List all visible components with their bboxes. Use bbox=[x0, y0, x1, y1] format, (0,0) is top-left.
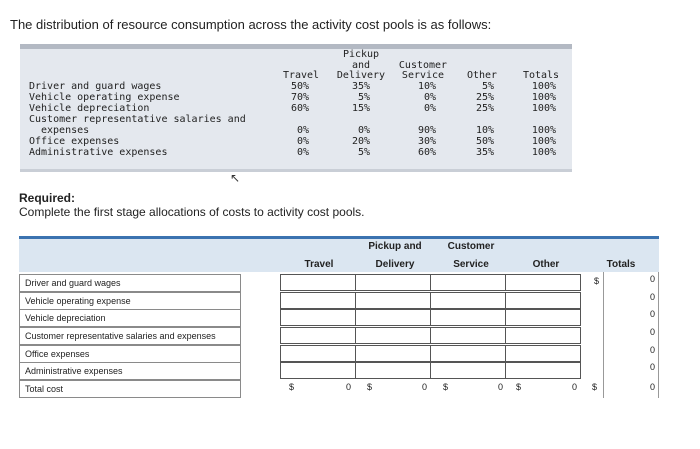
input-vehop-pickup[interactable] bbox=[355, 292, 431, 309]
row-total-value: 0 bbox=[649, 327, 655, 337]
total-pickup-value: 0 bbox=[421, 382, 427, 392]
required-label: Required: bbox=[19, 191, 76, 205]
cell-totals: 100% bbox=[531, 147, 556, 158]
cell-other: 50% bbox=[475, 136, 494, 147]
table-top-bar bbox=[20, 44, 572, 49]
cell-customer: 10% bbox=[417, 81, 436, 92]
input-admin-customer[interactable] bbox=[430, 362, 506, 379]
currency-symbol: $ bbox=[367, 382, 373, 392]
cell-other: 25% bbox=[475, 103, 494, 114]
cell-customer: 0% bbox=[423, 92, 436, 103]
row-total-value: 0 bbox=[649, 345, 655, 355]
col-header-customer-line1: Customer bbox=[447, 241, 495, 252]
currency-symbol: $ bbox=[594, 276, 600, 286]
row-total-value: 0 bbox=[649, 362, 655, 372]
col-header-pickup-line2: Delivery bbox=[375, 259, 415, 270]
input-office-pickup[interactable] bbox=[355, 345, 431, 362]
row-label-office-expenses: Office expenses bbox=[19, 345, 241, 363]
currency-symbol: $ bbox=[289, 382, 295, 392]
row-label-driver-wages: Driver and guard wages bbox=[19, 274, 241, 292]
row-label-vehicle-depreciation: Vehicle depreciation bbox=[19, 309, 241, 327]
cell-other: 10% bbox=[475, 125, 494, 136]
total-totals-value: 0 bbox=[649, 382, 655, 392]
input-custrep-customer[interactable] bbox=[430, 327, 506, 344]
cell-other: 25% bbox=[475, 92, 494, 103]
row-total-value: 0 bbox=[649, 309, 655, 319]
row-label: Customer representative salaries and bbox=[29, 114, 246, 125]
input-custrep-travel[interactable] bbox=[280, 327, 356, 344]
row-label: Office expenses bbox=[29, 136, 120, 147]
cell-pickup: 5% bbox=[357, 92, 370, 103]
row-label: Administrative expenses bbox=[29, 147, 168, 158]
header-pickup-line1: Pickup bbox=[342, 49, 380, 60]
total-customer-value: 0 bbox=[497, 382, 503, 392]
cell-totals: 100% bbox=[531, 81, 556, 92]
input-vehdep-other[interactable] bbox=[505, 309, 581, 326]
cell-totals: 100% bbox=[531, 125, 556, 136]
input-office-customer[interactable] bbox=[430, 345, 506, 362]
cell-totals: 100% bbox=[531, 92, 556, 103]
cell-travel: 0% bbox=[296, 147, 309, 158]
cell-pickup: 35% bbox=[351, 81, 370, 92]
cell-totals: 100% bbox=[531, 103, 556, 114]
column-divider bbox=[658, 272, 659, 398]
col-header-pickup-line1: Pickup and bbox=[368, 241, 422, 252]
required-text: Complete the first stage allocations of costs to activity cost pools. bbox=[19, 205, 365, 219]
input-driver-pickup[interactable] bbox=[355, 274, 431, 291]
input-custrep-other[interactable] bbox=[505, 327, 581, 344]
row-total-value: 0 bbox=[649, 292, 655, 302]
input-vehop-travel[interactable] bbox=[280, 292, 356, 309]
col-header-customer-line2: Service bbox=[453, 259, 489, 270]
col-header-travel: Travel bbox=[304, 259, 334, 270]
input-driver-other[interactable] bbox=[505, 274, 581, 291]
header-travel: Travel bbox=[282, 70, 320, 81]
col-header-other: Other bbox=[532, 259, 560, 270]
row-label-total-cost: Total cost bbox=[19, 380, 241, 398]
cell-pickup: 20% bbox=[351, 136, 370, 147]
input-driver-travel[interactable] bbox=[280, 274, 356, 291]
input-office-travel[interactable] bbox=[280, 345, 356, 362]
cell-travel: 60% bbox=[290, 103, 309, 114]
cell-travel: 50% bbox=[290, 81, 309, 92]
row-label-customer-rep: Customer representative salaries and expenses bbox=[19, 327, 241, 345]
cell-travel: 0% bbox=[296, 136, 309, 147]
input-admin-travel[interactable] bbox=[280, 362, 356, 379]
intro-text: The distribution of resource consumption across the activity cost pools is as follows: bbox=[10, 17, 492, 32]
header-pickup-line2: and bbox=[351, 60, 371, 71]
header-customer-line1: Customer bbox=[398, 60, 448, 71]
input-office-other[interactable] bbox=[505, 345, 581, 362]
header-pickup-line3: Delivery bbox=[336, 70, 386, 81]
input-driver-customer[interactable] bbox=[430, 274, 506, 291]
cell-travel: 0% bbox=[296, 125, 309, 136]
total-other-value: 0 bbox=[571, 382, 577, 392]
input-vehop-customer[interactable] bbox=[430, 292, 506, 309]
cell-customer: 90% bbox=[417, 125, 436, 136]
cell-pickup: 15% bbox=[351, 103, 370, 114]
header-other: Other bbox=[466, 70, 498, 81]
row-label: Driver and guard wages bbox=[29, 81, 162, 92]
row-label: Vehicle operating expense bbox=[29, 92, 180, 103]
given-distribution-table bbox=[20, 44, 572, 172]
input-vehdep-pickup[interactable] bbox=[355, 309, 431, 326]
row-label-vehicle-operating: Vehicle operating expense bbox=[19, 292, 241, 310]
cell-totals: 100% bbox=[531, 136, 556, 147]
cell-other: 5% bbox=[481, 81, 494, 92]
row-label: Vehicle depreciation bbox=[29, 103, 150, 114]
input-admin-pickup[interactable] bbox=[355, 362, 431, 379]
cell-pickup: 5% bbox=[357, 147, 370, 158]
row-label-continued: expenses bbox=[41, 125, 90, 136]
currency-symbol: $ bbox=[443, 382, 449, 392]
header-totals: Totals bbox=[522, 70, 560, 81]
cell-travel: 70% bbox=[290, 92, 309, 103]
currency-symbol: $ bbox=[516, 382, 522, 392]
answer-table-header bbox=[19, 236, 659, 272]
column-divider bbox=[603, 272, 604, 398]
input-custrep-pickup[interactable] bbox=[355, 327, 431, 344]
row-total-value: 0 bbox=[649, 274, 655, 284]
cell-customer: 0% bbox=[423, 103, 436, 114]
total-travel-value: 0 bbox=[345, 382, 351, 392]
input-admin-other[interactable] bbox=[505, 362, 581, 379]
allocation-answer-table bbox=[19, 236, 659, 398]
mouse-cursor-icon: ↖ bbox=[230, 171, 241, 185]
row-label-admin-expenses: Administrative expenses bbox=[19, 362, 241, 380]
cell-customer: 60% bbox=[417, 147, 436, 158]
cell-other: 35% bbox=[475, 147, 494, 158]
col-header-totals: Totals bbox=[606, 259, 636, 270]
cell-pickup: 0% bbox=[357, 125, 370, 136]
header-customer-line2: Service bbox=[401, 70, 445, 81]
currency-symbol: $ bbox=[592, 382, 598, 392]
cell-customer: 30% bbox=[417, 136, 436, 147]
input-vehop-other[interactable] bbox=[505, 292, 581, 309]
input-vehdep-travel[interactable] bbox=[280, 309, 356, 326]
input-vehdep-customer[interactable] bbox=[430, 309, 506, 326]
